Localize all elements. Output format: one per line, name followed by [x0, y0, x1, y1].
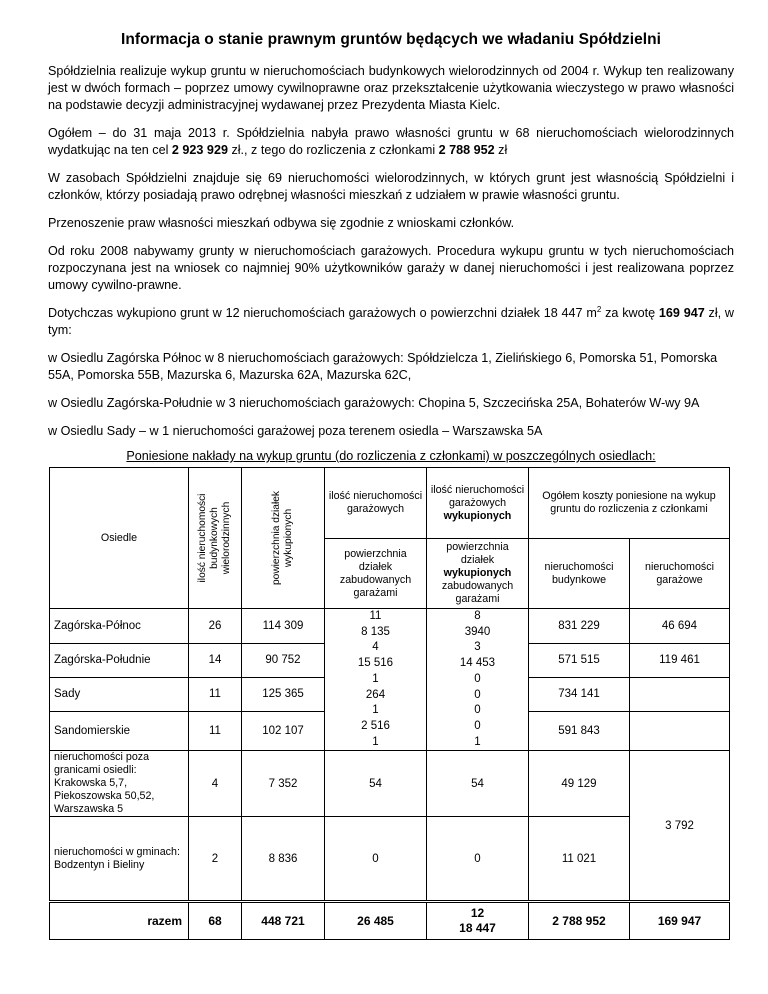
- total-spent-value: 2 923 929: [171, 143, 228, 157]
- members-settlement-value: 2 788 952: [438, 143, 495, 157]
- header-ogolem-koszty: Ogółem koszty poniesione na wykup gruntu do rozliczenia z członkami: [529, 468, 730, 539]
- paragraph-intro: Spółdzielnia realizuje wykup gruntu w nieruchomościach budynkowych wielorodzinnych od 2004 r. Wykup ten realizowany jest w dwóch formach – poprzez umowy cywilnoprawne oraz przekształcenie użytkowania wieczystego w prawo własności na podstawie decyzji administracyjnej wydawanej przez Prezydenta Miasta Kielc.: [48, 64, 734, 112]
- table-row: Zagórska-Północ 26 114 309 11 8 135 4 15 516 1 264 1 2 516 1 8 3940 3 14 453 0 0 0 0 1 831 229 46 694: [50, 609, 730, 644]
- paragraph-total-purchase: Ogółem – do 31 maja 2013 r. Spółdzielnia nabyła prawo własności gruntu w 68 nieruchomościach wielorodzinnych wydatkując na ten cel 2 923 929 zł., z tego do rozliczenia z członkami 2 788 952 zł: [48, 126, 734, 157]
- table-total-row: razem 68 448 721 26 485 12 18 447 2 788 952 169 947: [50, 902, 730, 940]
- header-powierzchnia-dzialek: powierzchnia działek wykupionych: [242, 468, 325, 609]
- paragraph-resources: W zasobach Spółdzielni znajduje się 69 nieruchomości wielorodzinnych, w których grunt jest własnością Spółdzielni i członków, którzy posiadają prawo odrębnej własności mieszkań z udziałem w prawie własności gruntu.: [48, 171, 734, 202]
- table-row: Sandomierskie 11 102 107 591 843: [50, 711, 730, 751]
- header-ilosc-garazowych: ilość nieruchomości garażowych: [325, 468, 427, 539]
- header-nier-budynkowe: nieruchomości budynkowe: [529, 539, 630, 609]
- costs-table: [49, 467, 730, 940]
- table-caption: Poniesione nakłady na wykup gruntu (do rozliczenia z członkami) w poszczególnych osiedlach:: [126, 449, 656, 463]
- garage-bought-stack-cell: 8 3940 3 14 453 0 0 0 0 1: [427, 609, 529, 751]
- document-page: [48, 0, 734, 940]
- table-row: Sady 11 125 365 734 141: [50, 678, 730, 712]
- header-pow-zabudowanych: powierzchnia działek zabudowanych garażami: [325, 539, 427, 609]
- table-row: nieruchomości poza granicami osiedli: Krakowska 5,7, Piekoszowska 50,52, Warszawska 5 4 7 352 54 54 49 129 3 792: [50, 751, 730, 817]
- page-title: Informacja o stanie prawnym gruntów będących we władaniu Spółdzielni: [121, 31, 661, 48]
- table-row: Zagórska-Południe 14 90 752 571 515 119 461: [50, 643, 730, 678]
- paragraph-zagorska-polnoc: w Osiedlu Zagórska Północ w 8 nieruchomościach garażowych: Spółdzielcza 1, Zielińskiego 6, Pomorska 51, Pomorska 55A, Pomorska 55B, Mazurska 6, Mazurska 62A, Mazurska 62C,: [48, 351, 718, 382]
- table-row: nieruchomości w gminach: Bodzentyn i Bieliny 2 8 836 0 0 11 021: [50, 817, 730, 902]
- garages-cost-value: 169 947: [658, 306, 705, 320]
- paragraph-garages: Od roku 2008 nabywamy grunty w nieruchomościach garażowych. Procedura wykupu gruntu w tych nieruchomościach rozpoczynana jest na wniosek co najmniej 90% użytkowników garaży w danej nieruchomości i jest realizowana poprzez umowy cywilno-prawne.: [48, 244, 734, 292]
- header-ilosc-garazowych-wykupionych: ilość nieruchomości garażowych wykupionych: [427, 468, 529, 539]
- table-header-row: [50, 468, 730, 539]
- paragraph-ownership-transfer: Przenoszenie praw własności mieszkań odbywa się zgodnie z wnioskami członków.: [48, 216, 515, 230]
- paragraph-zagorska-poludnie: w Osiedlu Zagórska-Południe w 3 nieruchomościach garażowych: Chopina 5, Szczecińska 25A, Bohaterów W-wy 9A: [48, 396, 700, 410]
- header-nier-garazowe: nieruchomości garażowe: [630, 539, 730, 609]
- header-ilosc-budynkowych: ilość nieruchomości budynkowych wielorodzinnych: [189, 468, 242, 609]
- header-pow-wykupionych: powierzchnia działek wykupionych zabudowanych garażami: [427, 539, 529, 609]
- paragraph-garages-total: Dotychczas wykupiono grunt w 12 nieruchomościach garażowych o powierzchni działek 18 447 $m^2$ za kwotę 169 947 zł, w tym:: [48, 304, 735, 337]
- paragraph-sady: w Osiedlu Sady – w 1 nieruchomości garażowej poza terenem osiedla – Warszawska 5A: [48, 424, 543, 438]
- garage-stack-cell: 11 8 135 4 15 516 1 264 1 2 516 1: [325, 609, 427, 751]
- header-osiedle: Osiedle: [50, 468, 189, 609]
